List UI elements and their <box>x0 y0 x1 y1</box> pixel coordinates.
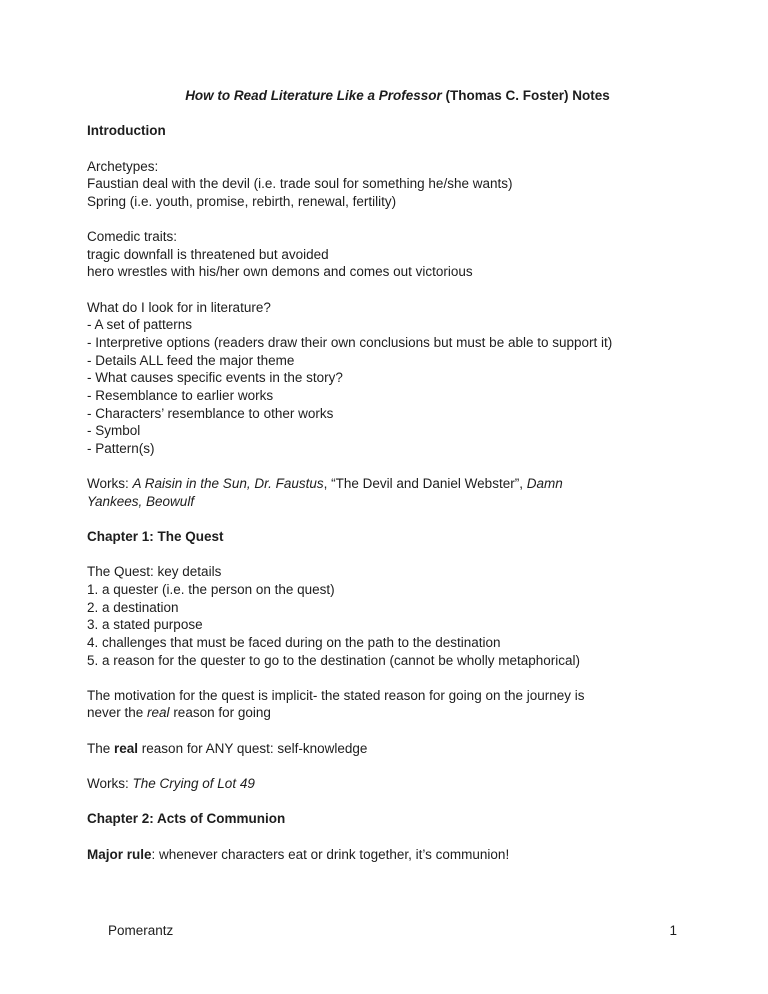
major-rule-line <box>87 846 708 864</box>
works-title-italic: Damn <box>526 476 563 492</box>
intro-works-line-1 <box>87 475 708 493</box>
quest-detail-item: 4. challenges that must be faced during on the path to the destination <box>87 634 501 650</box>
quest-detail-item: 5. a reason for the quester to go to the destination (cannot be wholly metaphorical) <box>87 652 581 668</box>
works-title-italic: The Crying of Lot 49 <box>132 775 255 791</box>
real-reason-line <box>87 740 708 758</box>
intro-works-line-2 <box>87 493 708 511</box>
chapter1-heading-block <box>87 528 708 546</box>
look-for-item: - What causes specific events in the story? <box>87 370 343 386</box>
document-content <box>87 87 708 881</box>
real-reason-bold-word: real <box>114 740 139 756</box>
real-reason-pre: The <box>87 740 115 756</box>
quest-detail-item: 2. a destination <box>87 599 179 615</box>
title-plain-part: (Thomas C. Foster) Notes <box>441 88 610 103</box>
motivation-post: reason for going <box>169 705 271 721</box>
motivation-italic-word: real <box>147 705 170 721</box>
comedic-traits-block <box>87 228 708 281</box>
archetypes-label: Archetypes: <box>87 158 159 174</box>
chapter1-works-line <box>87 775 708 793</box>
chapter2-heading-block <box>87 810 708 828</box>
motivation-pre: never the <box>87 705 148 721</box>
major-rule-rest: : whenever characters eat or drink together, it’s communion! <box>151 846 510 862</box>
chapter1-works-block <box>87 775 708 793</box>
look-for-item: - Symbol <box>87 423 141 439</box>
major-rule-bold: Major rule <box>87 846 152 862</box>
works-plain: , “The Devil and Daniel Webster”, <box>323 476 527 492</box>
look-for-item: - Interpretive options (readers draw their own conclusions but must be able to support it) <box>87 334 613 350</box>
real-reason-post: reason for ANY quest: self-knowledge <box>138 740 368 756</box>
quest-detail-item: 3. a stated purpose <box>87 617 203 633</box>
motivation-line-2 <box>87 704 708 722</box>
archetypes-block <box>87 158 708 211</box>
introduction-heading-block <box>87 122 708 140</box>
comedic-traits-item: tragic downfall is threatened but avoided <box>87 246 329 262</box>
works-label: Works: <box>87 775 133 791</box>
look-for-item: - Characters’ resemblance to other works <box>87 405 334 421</box>
look-for-question: What do I look for in literature? <box>87 299 271 315</box>
chapter1-heading: Chapter 1: The Quest <box>87 529 224 545</box>
motivation-block <box>87 687 708 722</box>
motivation-line-1: The motivation for the quest is implicit- the stated reason for going on the journey is <box>87 687 585 703</box>
comedic-traits-item: hero wrestles with his/her own demons and comes out victorious <box>87 264 473 280</box>
intro-works-block <box>87 475 708 510</box>
archetypes-item: Faustian deal with the devil (i.e. trade soul for something he/she wants) <box>87 176 513 192</box>
works-label: Works: <box>87 476 133 492</box>
look-for-item: - Pattern(s) <box>87 440 155 456</box>
look-for-item: - A set of patterns <box>87 317 193 333</box>
quest-detail-item: 1. a quester (i.e. the person on the quest) <box>87 581 335 597</box>
look-for-item: - Details ALL feed the major theme <box>87 352 295 368</box>
look-for-item: - Resemblance to earlier works <box>87 387 274 403</box>
real-reason-block <box>87 740 708 758</box>
title-block <box>87 87 708 105</box>
footer-page-number: 1 <box>669 923 677 938</box>
quest-details-block <box>87 563 708 669</box>
comedic-traits-label: Comedic traits: <box>87 229 178 245</box>
chapter2-heading: Chapter 2: Acts of Communion <box>87 811 286 827</box>
footer-author: Pomerantz <box>108 923 174 938</box>
look-for-block <box>87 299 708 458</box>
quest-details-label: The Quest: key details <box>87 564 222 580</box>
introduction-heading: Introduction <box>87 123 166 139</box>
document-title <box>87 87 708 105</box>
works-title-italic: Yankees, Beowulf <box>87 493 195 509</box>
archetypes-item: Spring (i.e. youth, promise, rebirth, renewal, fertility) <box>87 193 397 209</box>
title-italic-part: How to Read Literature Like a Professor <box>185 88 442 103</box>
works-title-italic: A Raisin in the Sun, Dr. Faustus <box>132 476 324 492</box>
major-rule-block <box>87 846 708 864</box>
